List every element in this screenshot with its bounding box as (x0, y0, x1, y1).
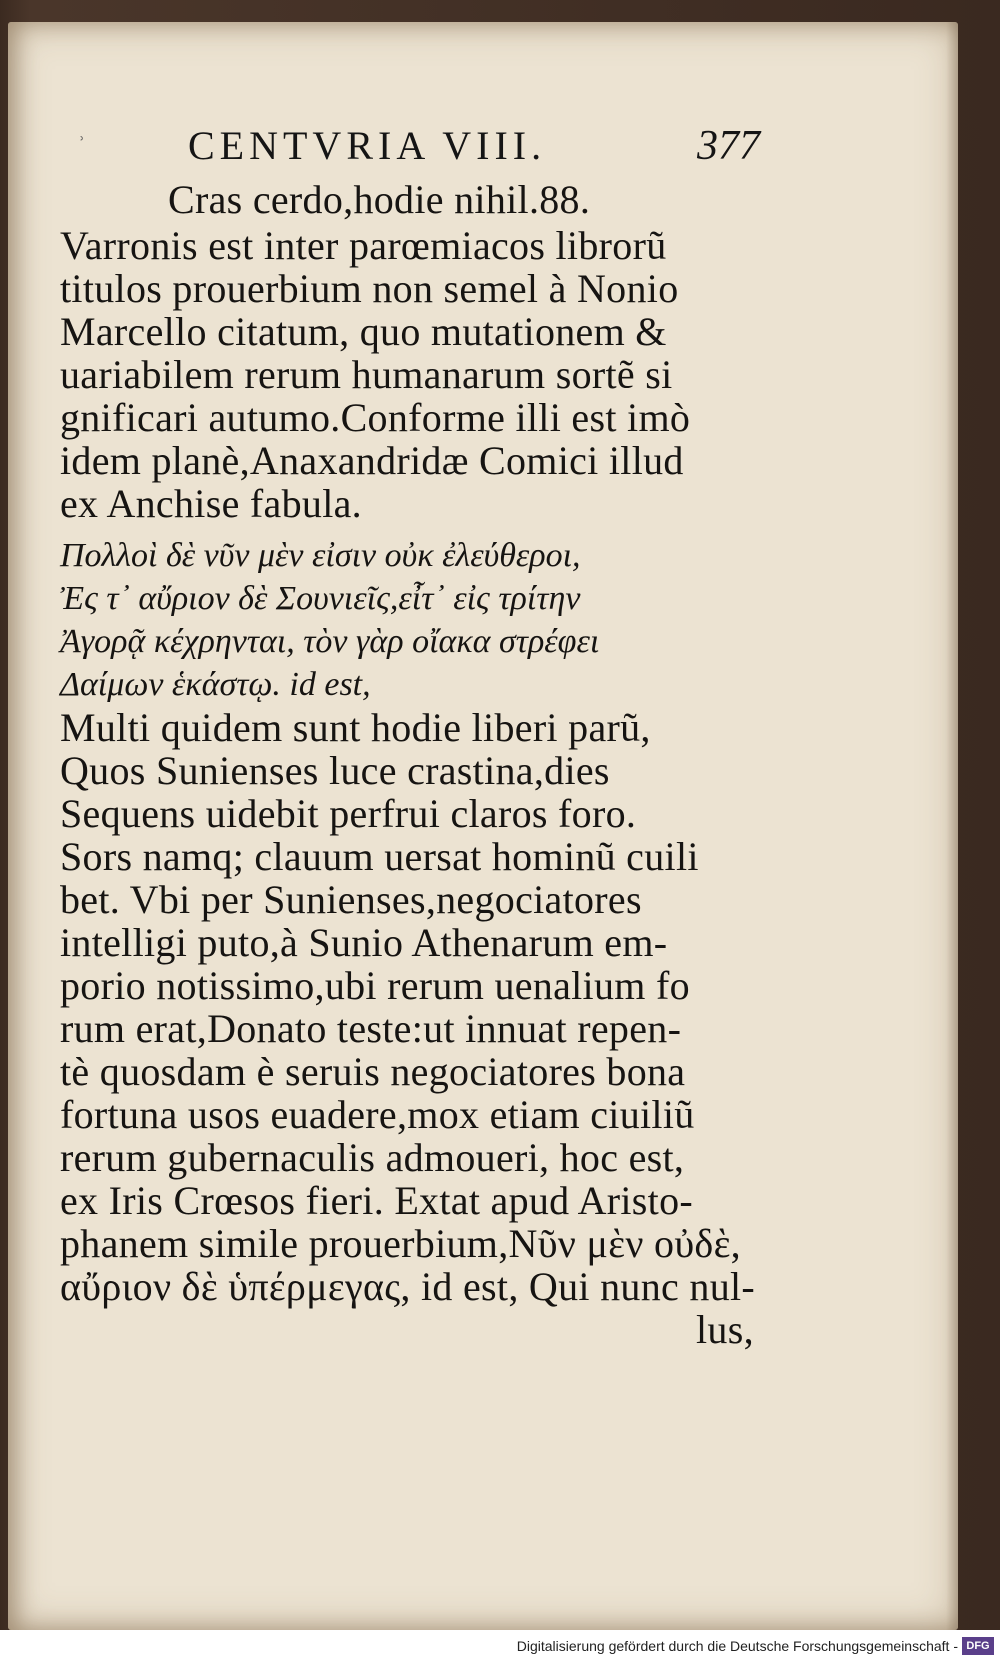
text-line: Quos Sunienses luce crastina,dies (60, 748, 610, 793)
running-title: CENTVRIA VIII. (188, 123, 547, 168)
greek-line: Δαίμων ἑκάστῳ. id est, (60, 666, 371, 703)
text-line: Multi quidem sunt hodie liberi parũ, (60, 705, 651, 750)
text-line: ex Iris Crœsos fieri. Extat apud Aristo- (60, 1178, 693, 1223)
text-line: ex Anchise fabula. (60, 481, 362, 526)
text-line: fortuna usos euadere,mox etiam ciuiliũ (60, 1092, 695, 1137)
text-line: rum erat,Donato teste:ut innuat repen- (60, 1006, 682, 1051)
text-line: phanem simile prouerbium,Νῦν μὲν οὐδὲ, (60, 1221, 741, 1266)
greek-line: Ἀγορᾷ κέχρηνται, τὸν γὰρ οἴακα στρέφει (60, 623, 600, 660)
text-line: tè quosdam è seruis negociatores bona (60, 1049, 686, 1094)
catchword: lus, (696, 1307, 754, 1352)
text-line: bet. Vbi per Sunienses,negociatores (60, 877, 642, 922)
header-marker: ʾ (78, 132, 86, 157)
page-header (70, 122, 760, 182)
text-line: idem planè,Anaxandridæ Comici illud (60, 438, 684, 483)
text-line: intelligi puto,à Sunio Athenarum em- (60, 920, 668, 965)
entry-title: Cras cerdo,hodie nihil.88. (168, 177, 591, 222)
funding-credit: Digitalisierung gefördert durch die Deutsche Forschungsgemeinschaft - (516, 1638, 958, 1654)
text-line: titulos prouerbium non semel à Nonio (60, 266, 679, 311)
page-edge-shadow (946, 22, 958, 1630)
book-page (8, 22, 958, 1630)
digitization-footer (0, 1630, 1000, 1664)
page-number: 377 (697, 123, 760, 169)
text-line: Varronis est inter parœmiacos librorũ (60, 223, 667, 268)
text-line: Marcello citatum, quo mutationem & (60, 309, 667, 354)
text-line: Sequens uidebit perfrui claros foro. (60, 791, 637, 836)
text-line: gnificari autumo.Conforme illi est imò (60, 395, 691, 440)
dfg-logo: DFG (962, 1637, 994, 1655)
text-line: Sors namq; clauum uersat hominũ cuili (60, 834, 699, 879)
greek-line: Πολλοὶ δὲ νῦν μὲν εἰσιν οὐκ ἐλεύθεροι, (60, 537, 581, 574)
text-line: uariabilem rerum humanarum sortẽ si (60, 352, 673, 397)
text-line: αὔριον δὲ ὑπέρμεγας, id est, Qui nunc nul- (60, 1264, 756, 1309)
text-line: porio notissimo,ubi rerum uenalium fo (60, 963, 690, 1008)
text-line: rerum gubernaculis admoueri, hoc est, (60, 1135, 685, 1180)
greek-line: Ἐς τ᾽ αὔριον δὲ Σουνιεῖς,εἶτ᾽ εἰς τρίτην (60, 580, 581, 617)
